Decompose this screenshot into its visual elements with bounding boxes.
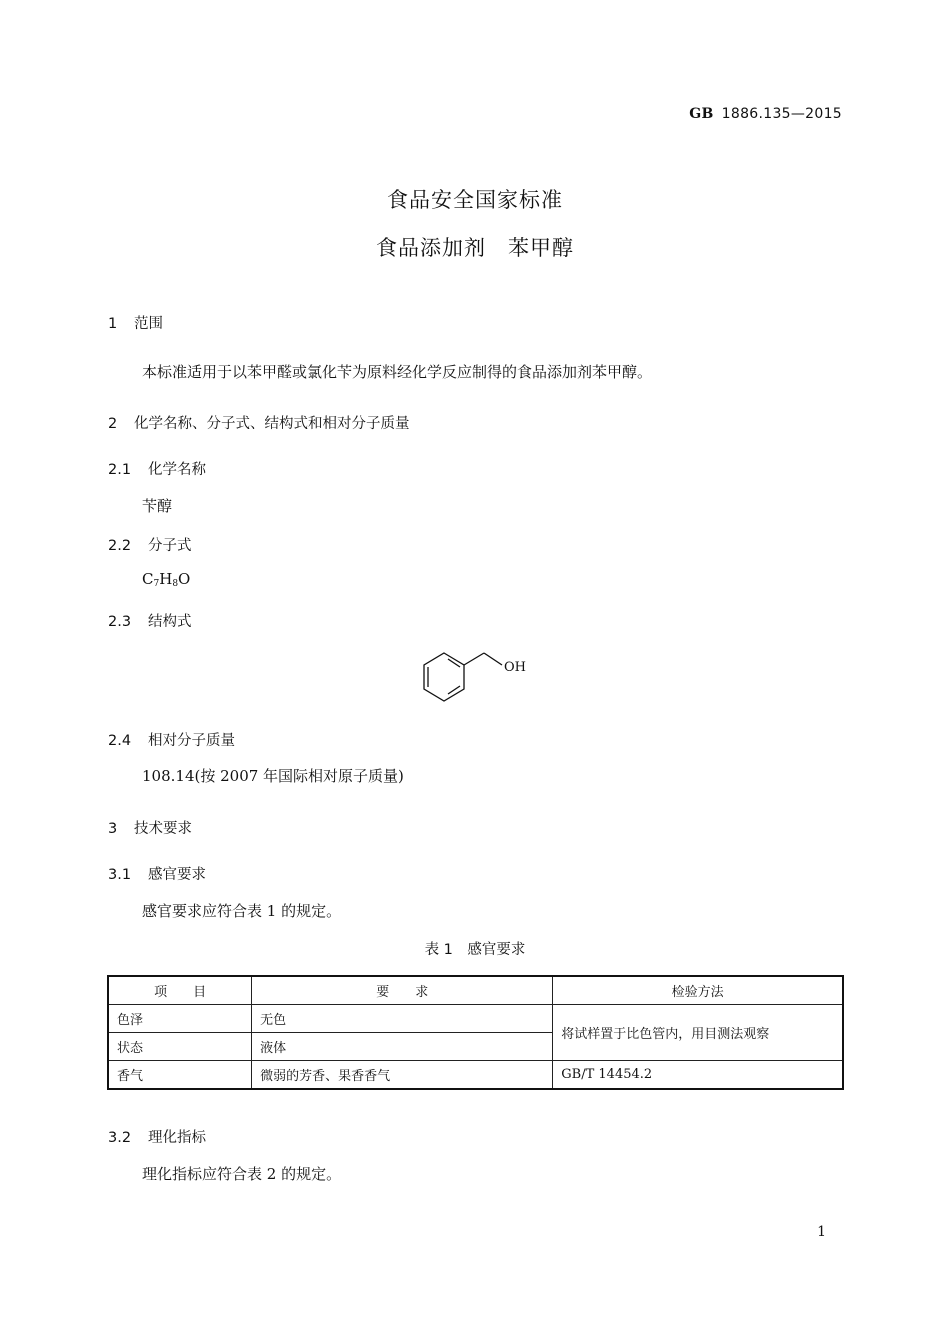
section-2-3-heading [108,610,192,631]
section-title: 分子式 [148,538,192,554]
section-2-2-heading [108,534,192,555]
cell-requirement: 微弱的芳香、果香香气 [252,1061,553,1090]
cell-method: 将试样置于比色管内，用目测法观察 [553,1005,843,1061]
section-number: 3.2 [108,1130,132,1146]
section-3-2-heading [108,1126,206,1147]
section-2-heading [108,412,410,433]
section-title: 感官要求 [148,867,206,883]
section-2-4-heading [108,729,235,750]
chemical-name: 苄醇 [142,497,173,515]
formula-h-count: 8 [172,579,179,589]
sensory-requirements-table [107,975,844,1090]
bond-oh [484,653,502,665]
table-row [108,1005,843,1033]
document-subtitle: 食品添加剂 苯甲醇 [376,236,574,260]
column-header-method: 检验方法 [553,976,843,1005]
table-header-row [108,976,843,1005]
benzene-ring [424,653,464,701]
formula-c-count: 7 [153,579,160,589]
column-header-requirement: 要 求 [252,976,553,1005]
section-number: 3 [108,821,118,837]
section-title: 相对分子质量 [148,733,235,749]
cell-requirement: 液体 [252,1033,553,1061]
section-3-2-text: 理化指标应符合表 2 的规定。 [142,1165,342,1183]
double-bond [448,659,460,667]
section-number: 3.1 [108,867,132,883]
cell-item: 状态 [108,1033,252,1061]
section-title: 结构式 [148,614,192,630]
section-3-heading [108,817,192,838]
cell-method: GB/T 14454.2 [553,1061,843,1090]
section-number: 2.1 [108,462,132,478]
standard-code [689,106,842,122]
section-title: 理化指标 [148,1130,206,1146]
cell-item: 香气 [108,1061,252,1090]
molecular-formula [142,570,190,589]
formula-c: C [142,570,154,588]
section-title: 范围 [134,316,163,332]
section-1-text: 本标准适用于以苯甲醛或氯化苄为原料经化学反应制得的食品添加剂苯甲醇。 [142,363,653,381]
section-3-1-heading [108,863,206,884]
hydroxyl-label: OH [504,660,526,675]
table-row [108,1061,843,1090]
structural-formula [420,645,540,715]
section-title: 化学名称 [148,462,206,478]
section-3-1-text: 感官要求应符合表 1 的规定。 [142,902,342,920]
section-title: 化学名称、分子式、结构式和相对分子质量 [134,416,410,432]
page-number: 1 [817,1224,826,1240]
section-number: 2 [108,416,118,432]
section-number: 2.3 [108,614,132,630]
section-title: 技术要求 [134,821,192,837]
section-1-heading [108,312,163,333]
table-1-caption: 表 1 感官要求 [424,942,526,958]
molecular-weight: 108.14(按 2007 年国际相对原子质量) [142,767,404,785]
cell-item: 色泽 [108,1005,252,1033]
section-2-1-heading [108,458,206,479]
formula-o: O [178,570,191,588]
section-number: 2.4 [108,733,132,749]
cell-requirement: 无色 [252,1005,553,1033]
document-title: 食品安全国家标准 [387,188,563,212]
standard-number: 1886.135—2015 [721,106,842,122]
section-number: 1 [108,316,118,332]
standard-prefix: GB [689,106,714,122]
formula-h: H [159,570,173,588]
section-number: 2.2 [108,538,132,554]
column-header-item: 项 目 [108,976,252,1005]
bond-ch2 [464,653,484,665]
